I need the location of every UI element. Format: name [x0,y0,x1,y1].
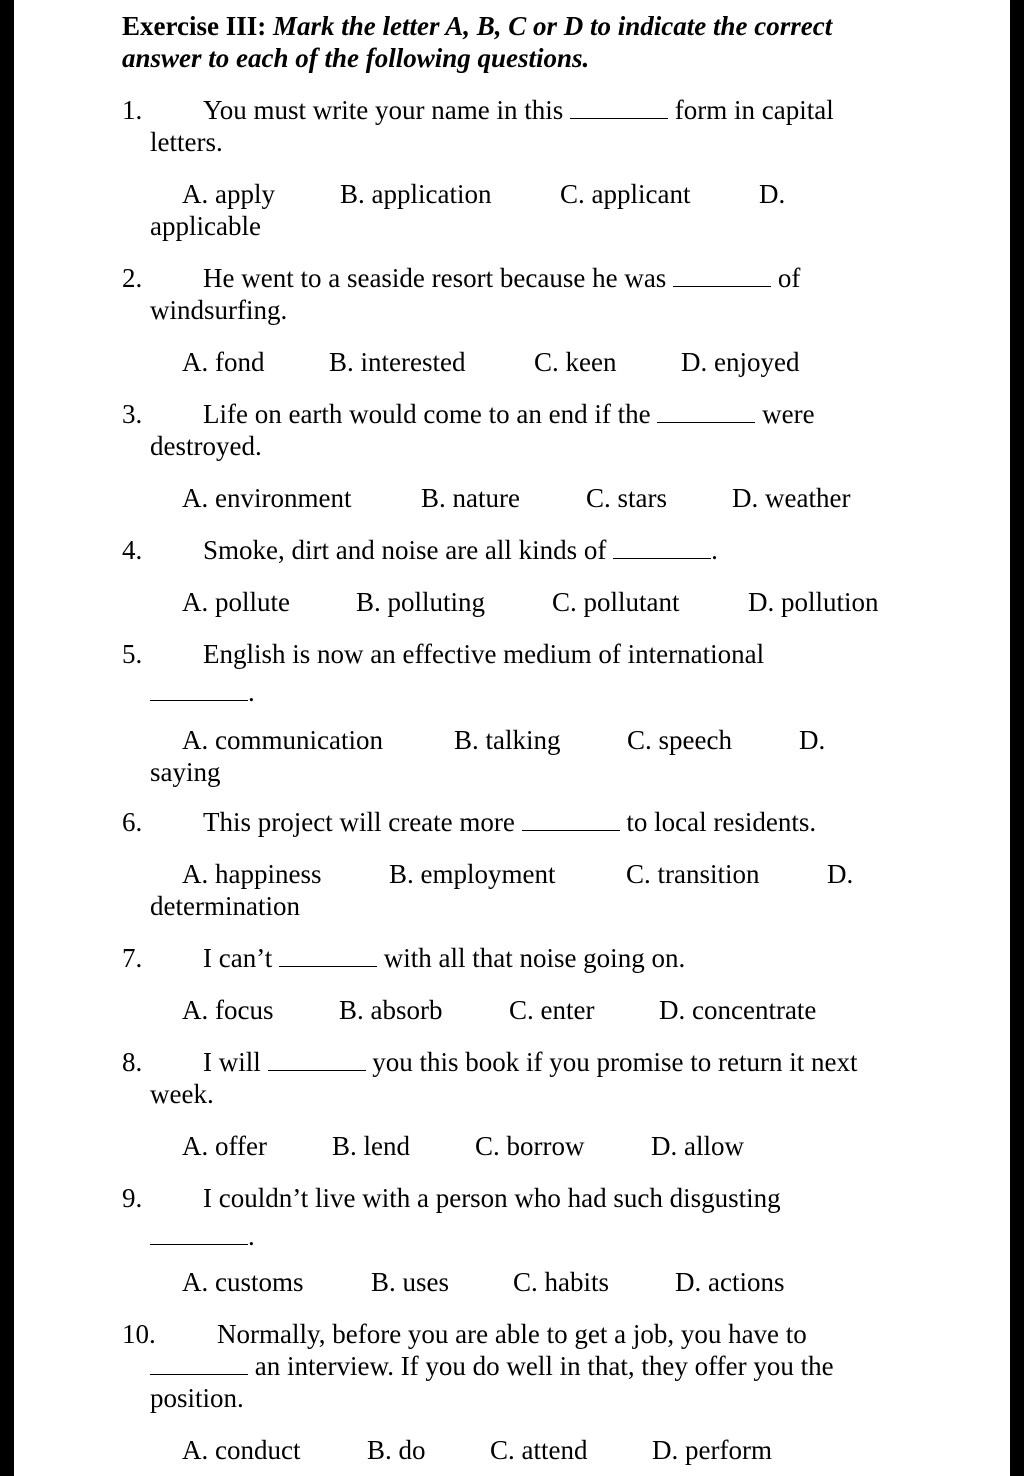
question-stem: Life on earth would come to an end if the were [203,399,815,429]
option-c[interactable]: C. applicant [560,179,691,209]
answer-blank [570,94,668,119]
option-d[interactable]: D. [799,725,826,755]
option-b[interactable]: B. interested [329,347,466,377]
option-b[interactable]: B. absorb [339,995,443,1025]
option-d[interactable]: D. weather [732,483,851,513]
option-c[interactable]: C. attend [490,1435,588,1465]
question-stem: Normally, before you are able to get a job, you have to [217,1319,807,1349]
option-a[interactable]: A. pollute [182,587,290,617]
option-c[interactable]: C. habits [513,1267,610,1297]
question-number: 7. [122,943,143,973]
option-d[interactable]: D. pollution [748,587,879,617]
right-page-edge [1010,0,1024,1476]
exercise-label: Exercise III: [122,11,267,41]
option-a[interactable]: A. conduct [182,1435,301,1465]
answer-blank [150,1220,248,1245]
question-stem-continued: destroyed. [150,431,262,461]
option-b[interactable]: B. lend [332,1131,410,1161]
question-number: 10. [122,1319,156,1349]
question-number: 5. [122,639,143,669]
answer-blank [522,806,620,831]
question-stem: I can’t with all that noise going on. [203,943,686,973]
option-a[interactable]: A. happiness [182,859,322,889]
option-d[interactable]: D. perform [652,1435,772,1465]
question-stem: I couldn’t live with a person who had such disgusting [203,1183,781,1213]
option-a[interactable]: A. apply [182,179,275,209]
option-b[interactable]: B. uses [371,1267,450,1297]
exercise-heading [122,10,922,74]
option-c[interactable]: C. borrow [475,1131,585,1161]
answer-blank [673,262,771,287]
question-stem: English is now an effective medium of international [203,639,765,669]
option-b[interactable]: B. talking [454,725,561,755]
option-a[interactable]: A. communication [182,725,383,755]
option-c[interactable]: C. keen [534,347,617,377]
question-stem: Smoke, dirt and noise are all kinds of . [203,535,718,565]
question-number: 4. [122,535,143,565]
option-c[interactable]: C. pollutant [552,587,680,617]
option-a[interactable]: A. focus [182,995,274,1025]
exercise-instruction-line1: Mark the letter A, B, C or D to indicate the correct [272,11,833,41]
option-d[interactable]: D. allow [651,1131,744,1161]
question-stem: He went to a seaside resort because he was of [203,263,801,293]
answer-blank [268,1046,366,1071]
option-d[interactable]: D. actions [675,1267,785,1297]
option-b[interactable]: B. do [367,1435,426,1465]
question-stem-continued: . [150,676,255,708]
answer-blank [150,676,248,701]
option-b[interactable]: B. employment [389,859,556,889]
option-d-text[interactable]: applicable [150,211,261,241]
option-c[interactable]: C. speech [627,725,732,755]
question-number: 9. [122,1183,143,1213]
answer-blank [279,942,377,967]
option-a[interactable]: A. fond [182,347,265,377]
option-d[interactable]: D. enjoyed [681,347,800,377]
option-b[interactable]: B. application [340,179,492,209]
question-number: 1. [122,95,143,125]
question-number: 8. [122,1047,143,1077]
question-stem: You must write your name in this form in capital [203,95,834,125]
option-a[interactable]: A. environment [182,483,352,513]
answer-blank [657,398,755,423]
exercise-instruction-line2: answer to each of the following questions. [122,43,590,73]
question-stem: This project will create more to local residents. [203,807,817,837]
option-d[interactable]: D. [759,179,786,209]
question-number: 3. [122,399,143,429]
question-stem-continued-2: position. [150,1383,244,1413]
question-stem-continued: . [150,1220,255,1252]
question-stem: I will you this book if you promise to return it next [203,1047,858,1077]
question-number: 2. [122,263,143,293]
option-a[interactable]: A. offer [182,1131,267,1161]
answer-blank [613,534,711,559]
left-page-edge [0,0,14,1476]
option-c[interactable]: C. stars [586,483,667,513]
option-d[interactable]: D. [827,859,854,889]
option-b[interactable]: B. polluting [356,587,486,617]
question-stem-continued: letters. [150,127,223,157]
question-stem-continued: an interview. If you do well in that, they offer you the [150,1350,834,1382]
option-c[interactable]: C. enter [509,995,595,1025]
option-d-text[interactable]: saying [150,757,221,787]
question-stem-continued: week. [150,1079,214,1109]
answer-blank [150,1350,248,1375]
question-stem-continued: windsurfing. [150,295,288,325]
option-d-text[interactable]: determination [150,891,300,921]
option-a[interactable]: A. customs [182,1267,304,1297]
option-d[interactable]: D. concentrate [659,995,817,1025]
option-c[interactable]: C. transition [626,859,760,889]
question-number: 6. [122,807,143,837]
option-b[interactable]: B. nature [421,483,520,513]
